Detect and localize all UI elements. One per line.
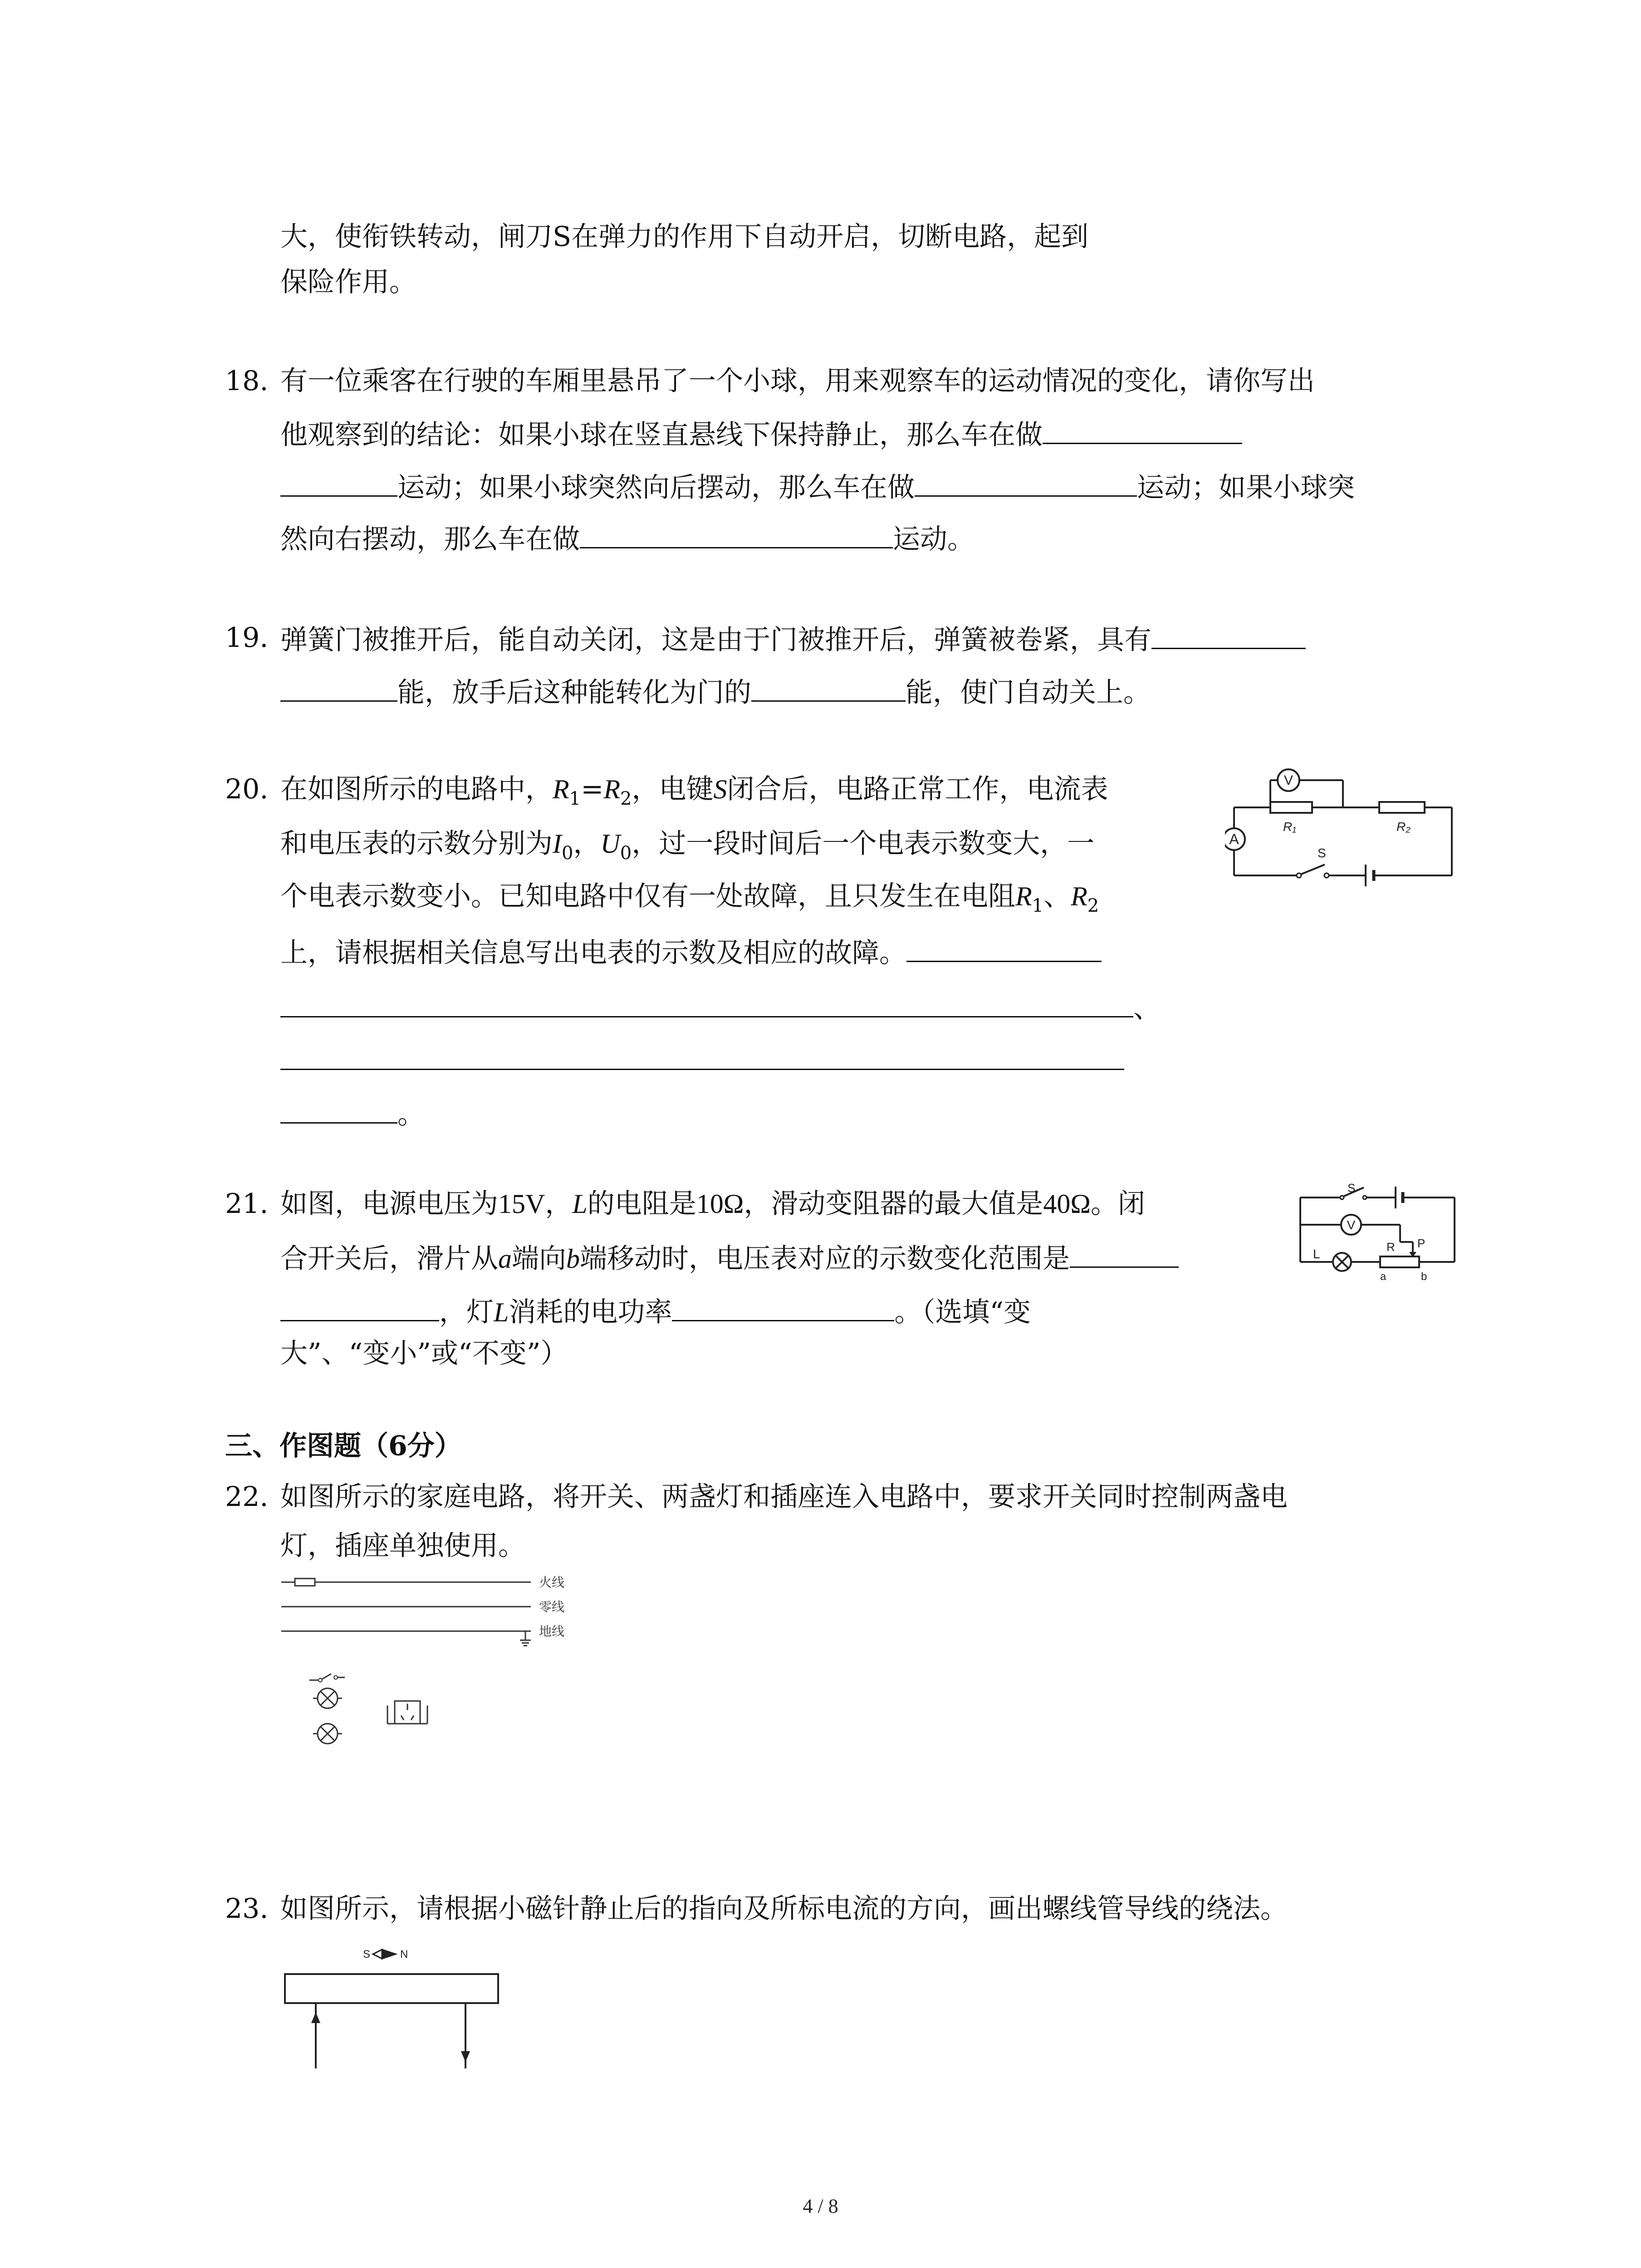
q23-current-arrow-up [311, 2012, 320, 2023]
q20-r2-sub: 2 [620, 788, 632, 809]
q20-fig-a: A [1229, 831, 1239, 847]
q21-fig-l: L [1313, 1247, 1320, 1261]
q21-text-2b: 端向 [512, 1243, 566, 1275]
q21-blank-2[interactable] [672, 1293, 894, 1321]
q18-text-4a: 然向右摆动，那么车在做 [280, 523, 580, 555]
q19-text-2a: 能，放手后这种能转化为门的 [397, 677, 751, 709]
q20-blank-4[interactable] [280, 1095, 397, 1124]
q20-resistor-r1 [1270, 802, 1312, 813]
q20-circuit-figure [1225, 762, 1461, 898]
q20-fig-v: V [1283, 773, 1293, 788]
q22-fig-live: 火线 [539, 1575, 565, 1589]
q20-r1b-var: R [1015, 881, 1032, 911]
q20-u-var: U [600, 829, 620, 859]
q20-line-2 [280, 826, 1095, 864]
q22-switch-contact [318, 1678, 322, 1682]
q21-line-4: 大”、“变小”或“不变”） [280, 1338, 568, 1369]
q21-fig-a: a [1380, 1271, 1386, 1283]
q18-line-4 [280, 520, 975, 557]
q20-fig-r2: R₂ [1396, 820, 1411, 834]
q20-line-6 [280, 1041, 1124, 1078]
q22-fig-neutral: 零线 [539, 1600, 565, 1614]
q19-blank-1-cont[interactable] [280, 673, 397, 702]
q20-r2b-sub: 2 [1087, 895, 1099, 916]
q21-a-var: a [498, 1244, 512, 1274]
q20-text-1a: 在如图所示的电路中， [280, 773, 553, 805]
q22-line-2: 灯，插座单独使用。 [280, 1530, 525, 1562]
q21-fig-b: b [1421, 1271, 1427, 1283]
q21-fig-v: V [1347, 1218, 1356, 1232]
q21-text-1a: 如图，电源电压为 [280, 1188, 498, 1220]
q21-line-1 [280, 1187, 1145, 1221]
q19-blank-1[interactable] [1151, 621, 1306, 649]
q20-sep: 、 [1043, 880, 1071, 912]
q21-text-1e: 。闭 [1090, 1188, 1145, 1220]
q21-fig-s: S [1347, 1181, 1356, 1195]
q23-solenoid-figure [277, 1932, 513, 2077]
q22-socket-pin [411, 1716, 414, 1720]
q21-switch-contact [1363, 1196, 1367, 1199]
q21-text-2c: 端移动时，电压表对应的示数变化范围是 [580, 1243, 1070, 1275]
q18-line-3 [280, 468, 1355, 505]
q20-r2b-var: R [1071, 881, 1087, 911]
q18-text-4b: 运动。 [893, 523, 975, 555]
carryover-line-2: 保险作用。 [280, 266, 416, 298]
q21-r10: 10Ω [696, 1189, 744, 1219]
q21-voltage: 15V [498, 1189, 545, 1219]
q21-line-3 [280, 1293, 1031, 1330]
q18-blank-2[interactable] [915, 468, 1137, 497]
page-number: 4 / 8 [803, 2195, 838, 2217]
q18-number: 18. [225, 365, 269, 397]
q21-fig-r: R [1386, 1240, 1395, 1254]
q20-s-var: S [713, 774, 727, 804]
q21-text-2a: 合开关后，滑片从 [280, 1243, 498, 1275]
q23-fig-n: N [400, 1948, 408, 1960]
q20-line-7 [280, 1095, 425, 1132]
q21-text-1c: 的电阻是 [587, 1188, 696, 1220]
q23-fig-s: S [363, 1948, 371, 1960]
q20-switch-contact [1297, 873, 1301, 878]
q20-blank-2[interactable] [280, 989, 1133, 1017]
q21-number: 21. [225, 1188, 269, 1220]
q21-circuit-figure [1291, 1179, 1464, 1288]
q19-line-2 [280, 673, 1151, 710]
q22-fuse [295, 1579, 315, 1586]
q20-r2-var: R [603, 774, 621, 804]
q20-line-4 [280, 934, 1102, 970]
section-3-title: 三、作图题（6分） [225, 1430, 462, 1462]
q19-line-1 [280, 621, 1306, 657]
q20-blank-1[interactable] [906, 934, 1102, 962]
q21-rheostat [1380, 1256, 1419, 1267]
q22-socket-pin [401, 1716, 404, 1720]
q20-comma: ， [573, 828, 601, 860]
q21-text-3a: ，灯 [439, 1296, 494, 1328]
q22-household-circuit-figure [277, 1569, 612, 1760]
q21-blank-1-cont[interactable] [280, 1293, 439, 1321]
q21-text-3c: 。（选填“变 [894, 1296, 1031, 1328]
q22-line-1: 如图所示的家庭电路，将开关、两盏灯和插座连入电路中，要求开关同时控制两盏电 [280, 1481, 1288, 1513]
q22-switch-contact [334, 1676, 338, 1679]
q20-text-1b: ，电键 [632, 773, 714, 805]
q21-text-1d: ，滑动变阻器的最大值是 [744, 1188, 1043, 1220]
q23-current-arrow-down [461, 2051, 470, 2062]
q20-r1-sub: 1 [569, 788, 581, 809]
q20-sep-2: 、 [1133, 992, 1161, 1024]
q18-blank-1[interactable] [1043, 415, 1242, 444]
q21-text-1b: ， [545, 1188, 573, 1220]
q20-blank-3[interactable] [280, 1041, 1124, 1070]
q21-fig-p: P [1417, 1237, 1425, 1250]
q20-resistor-r2 [1379, 802, 1425, 813]
q21-text-3b: 消耗的电功率 [509, 1296, 672, 1328]
q23-line-1: 如图所示，请根据小磁针静止后的指向及所标电流的方向，画出螺线管导线的绕法。 [280, 1893, 1288, 1925]
q23-needle-south [373, 1950, 382, 1959]
q21-r40: 40Ω [1043, 1189, 1091, 1219]
q20-i-sub: 0 [561, 843, 573, 864]
q19-text-2b: 能，使门自动关上。 [906, 677, 1151, 709]
q18-text-3b: 运动；如果小球突 [1137, 472, 1355, 503]
q19-number: 19. [225, 622, 269, 654]
q20-r1b-sub: 1 [1032, 895, 1044, 916]
q21-switch-contact [1340, 1196, 1344, 1199]
q21-l-var: L [572, 1189, 588, 1219]
q20-text-4: 上，请根据相关信息写出电表的示数及相应的故障。 [280, 937, 906, 969]
q20-r1-var: R [553, 774, 569, 804]
q21-line-2 [280, 1239, 1179, 1276]
q20-text-3a: 个电表示数变小。已知电路中仅有一处故障，且只发生在电阻 [280, 880, 1015, 912]
q23-number: 23. [225, 1893, 269, 1925]
q20-fig-r1: R₁ [1283, 820, 1297, 834]
q20-i-var: I [553, 829, 562, 859]
q23-solenoid-core [285, 1974, 498, 2003]
q20-number: 20. [225, 773, 269, 805]
q19-blank-2[interactable] [751, 673, 906, 702]
q20-line-3 [280, 879, 1099, 914]
q18-line-2 [280, 415, 1242, 452]
q20-text-1c: 闭合后，电路正常工作，电流表 [727, 773, 1108, 805]
q20-text-2a: 和电压表的示数分别为 [280, 828, 553, 860]
carryover-line-1: 大，使衔铁转动，闸刀S在弹力的作用下自动开启，切断电路，起到 [280, 221, 1089, 253]
q20-switch-blade [1300, 865, 1325, 875]
q22-fig-ground: 地线 [539, 1624, 565, 1638]
q23-needle-north [382, 1950, 396, 1959]
q18-text-2: 他观察到的结论：如果小球在竖直悬线下保持静止，那么车在做 [280, 419, 1043, 451]
q20-fig-s: S [1318, 846, 1326, 860]
q20-line-5 [280, 989, 1161, 1026]
q18-text-3a: 运动；如果小球突然向后摆动，那么车在做 [397, 472, 915, 503]
q22-number: 22. [225, 1481, 269, 1513]
q20-text-2b: ，过一段时间后一个电表示数变大，一 [632, 828, 1095, 860]
q18-line-1: 有一位乘客在行驶的车厢里悬吊了一个小球，用来观察车的运动情况的变化，请你写出 [280, 365, 1315, 397]
q19-text-1: 弹簧门被推开后，能自动关闭，这是由于门被推开后，弹簧被卷紧，具有 [280, 624, 1151, 656]
q20-switch-contact [1324, 873, 1329, 878]
q20-end: 。 [397, 1099, 425, 1130]
q21-l2-var: L [494, 1297, 509, 1327]
q20-u-sub: 0 [620, 843, 632, 864]
q18-blank-1-cont[interactable] [280, 468, 397, 497]
q21-b-var: b [566, 1244, 580, 1274]
q18-blank-3[interactable] [580, 520, 893, 548]
q21-blank-1[interactable] [1070, 1239, 1179, 1268]
q20-line-1 [280, 772, 1108, 807]
q20-eq: = [581, 773, 604, 805]
